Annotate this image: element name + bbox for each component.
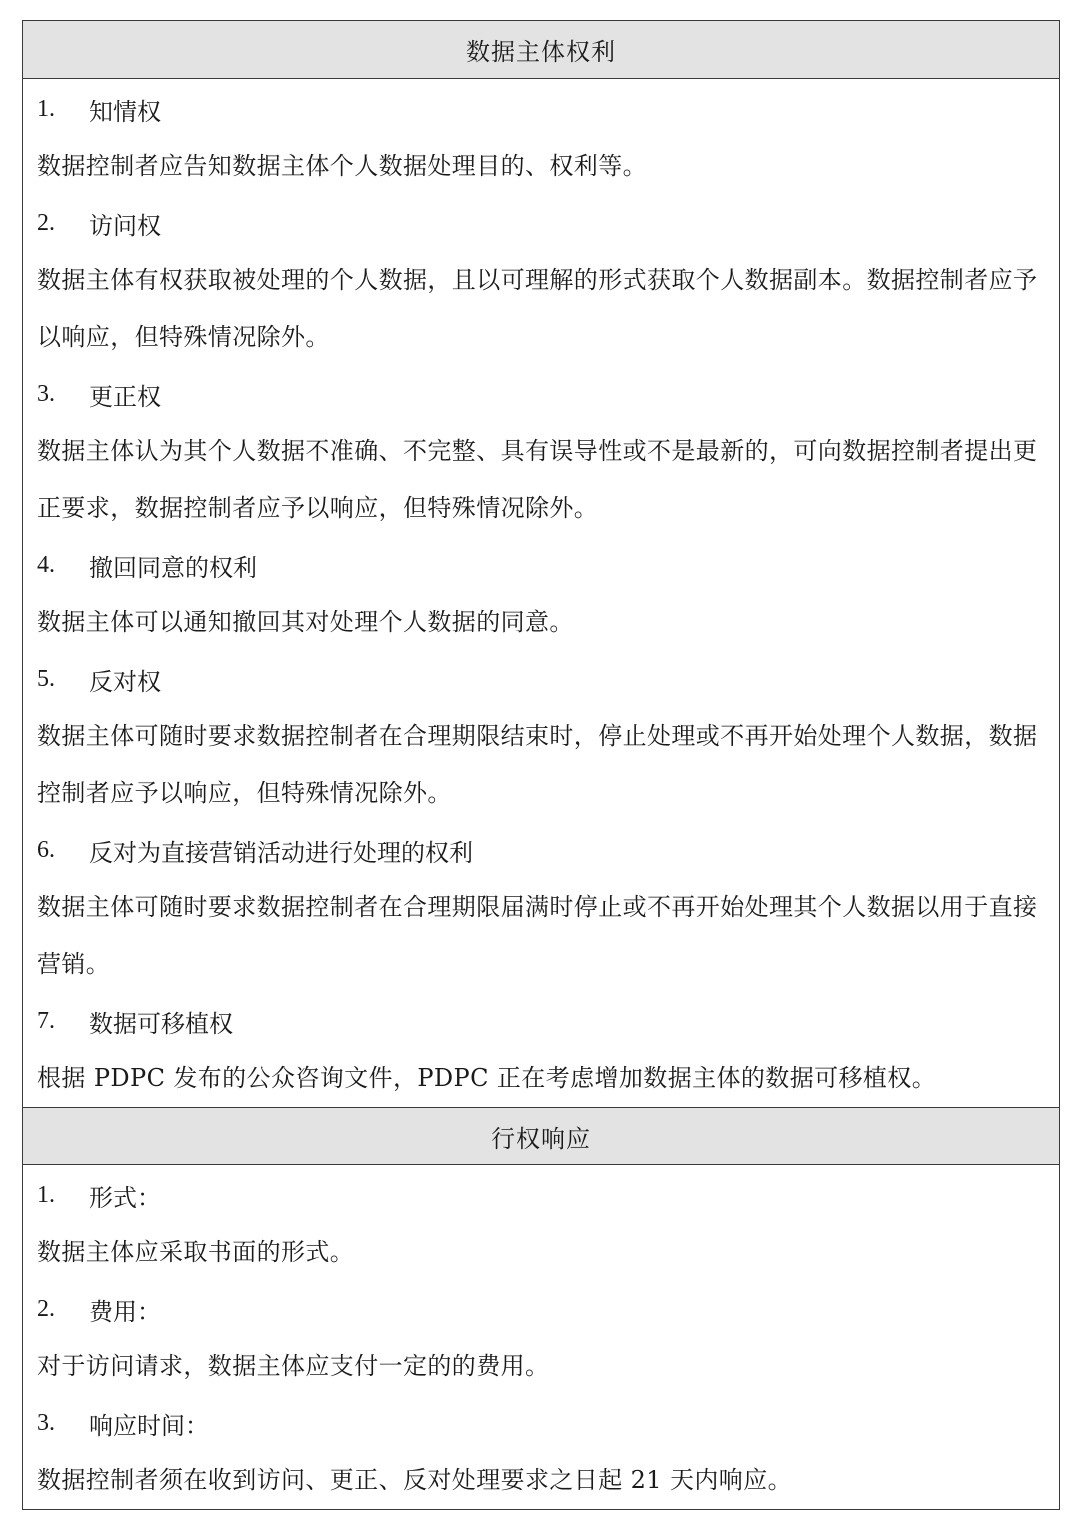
item-number: 2. <box>37 1296 55 1322</box>
item-title: 形式： <box>89 1184 161 1212</box>
item-description: 数据主体有权获取被处理的个人数据，且以可理解的形式获取个人数据副本。数据控制者应予以响应，但特殊情况除外。 <box>37 266 1038 351</box>
item-description: 数据控制者须在收到访问、更正、反对处理要求之日起 21 天内响应。 <box>37 1466 792 1494</box>
item-number: 5. <box>37 666 55 692</box>
item-title: 数据可移植权 <box>89 1010 233 1038</box>
section-header-exercise-response <box>23 1107 1059 1165</box>
item-title: 访问权 <box>89 212 161 240</box>
item-description: 数据主体可随时要求数据控制者在合理期限届满时停止或不再开始处理其个人数据以用于直接营销。 <box>37 893 1038 978</box>
item-description: 根据 PDPC 发布的公众咨询文件，PDPC 正在考虑增加数据主体的数据可移植权。 <box>37 1064 937 1092</box>
item-title: 更正权 <box>89 383 161 411</box>
item-heading <box>37 993 1045 1050</box>
item-heading <box>37 822 1045 879</box>
item-number: 7. <box>37 1008 55 1034</box>
item-number: 4. <box>37 552 55 578</box>
item-number: 1. <box>37 1182 55 1208</box>
item-number: 6. <box>37 837 55 863</box>
section-body-data-subject-rights <box>23 79 1059 1107</box>
item-number: 1. <box>37 96 55 122</box>
item-title: 费用： <box>89 1298 161 1326</box>
item-heading <box>37 651 1045 708</box>
item-description: 数据主体认为其个人数据不准确、不完整、具有误导性或不是最新的，可向数据控制者提出更正要求，数据控制者应予以响应，但特殊情况除外。 <box>37 437 1038 522</box>
item-title: 反对为直接营销活动进行处理的权利 <box>89 839 473 867</box>
item-heading <box>37 366 1045 423</box>
section-body-exercise-response <box>23 1165 1059 1509</box>
rights-table <box>22 20 1060 1510</box>
item-heading <box>37 1281 1045 1338</box>
item-description: 数据主体可随时要求数据控制者在合理期限结束时，停止处理或不再开始处理个人数据，数据控制者应予以响应，但特殊情况除外。 <box>37 722 1038 807</box>
item-heading <box>37 81 1045 138</box>
item-number: 2. <box>37 210 55 236</box>
item-title: 响应时间： <box>89 1412 209 1440</box>
item-description: 数据主体可以通知撤回其对处理个人数据的同意。 <box>37 608 574 636</box>
section-header-data-subject-rights <box>23 21 1059 79</box>
item-number: 3. <box>37 1410 55 1436</box>
item-heading <box>37 1167 1045 1224</box>
item-description: 数据控制者应告知数据主体个人数据处理目的、权利等。 <box>37 152 647 180</box>
section-title: 行权响应 <box>491 1124 591 1153</box>
item-description: 对于访问请求，数据主体应支付一定的的费用。 <box>37 1352 550 1380</box>
section-title: 数据主体权利 <box>466 38 616 66</box>
item-heading <box>37 537 1045 594</box>
item-title: 撤回同意的权利 <box>89 554 257 582</box>
item-heading <box>37 1395 1045 1452</box>
item-title: 知情权 <box>89 98 161 126</box>
item-number: 3. <box>37 381 55 407</box>
item-heading <box>37 195 1045 252</box>
item-description: 数据主体应采取书面的形式。 <box>37 1238 355 1266</box>
item-title: 反对权 <box>89 668 161 696</box>
